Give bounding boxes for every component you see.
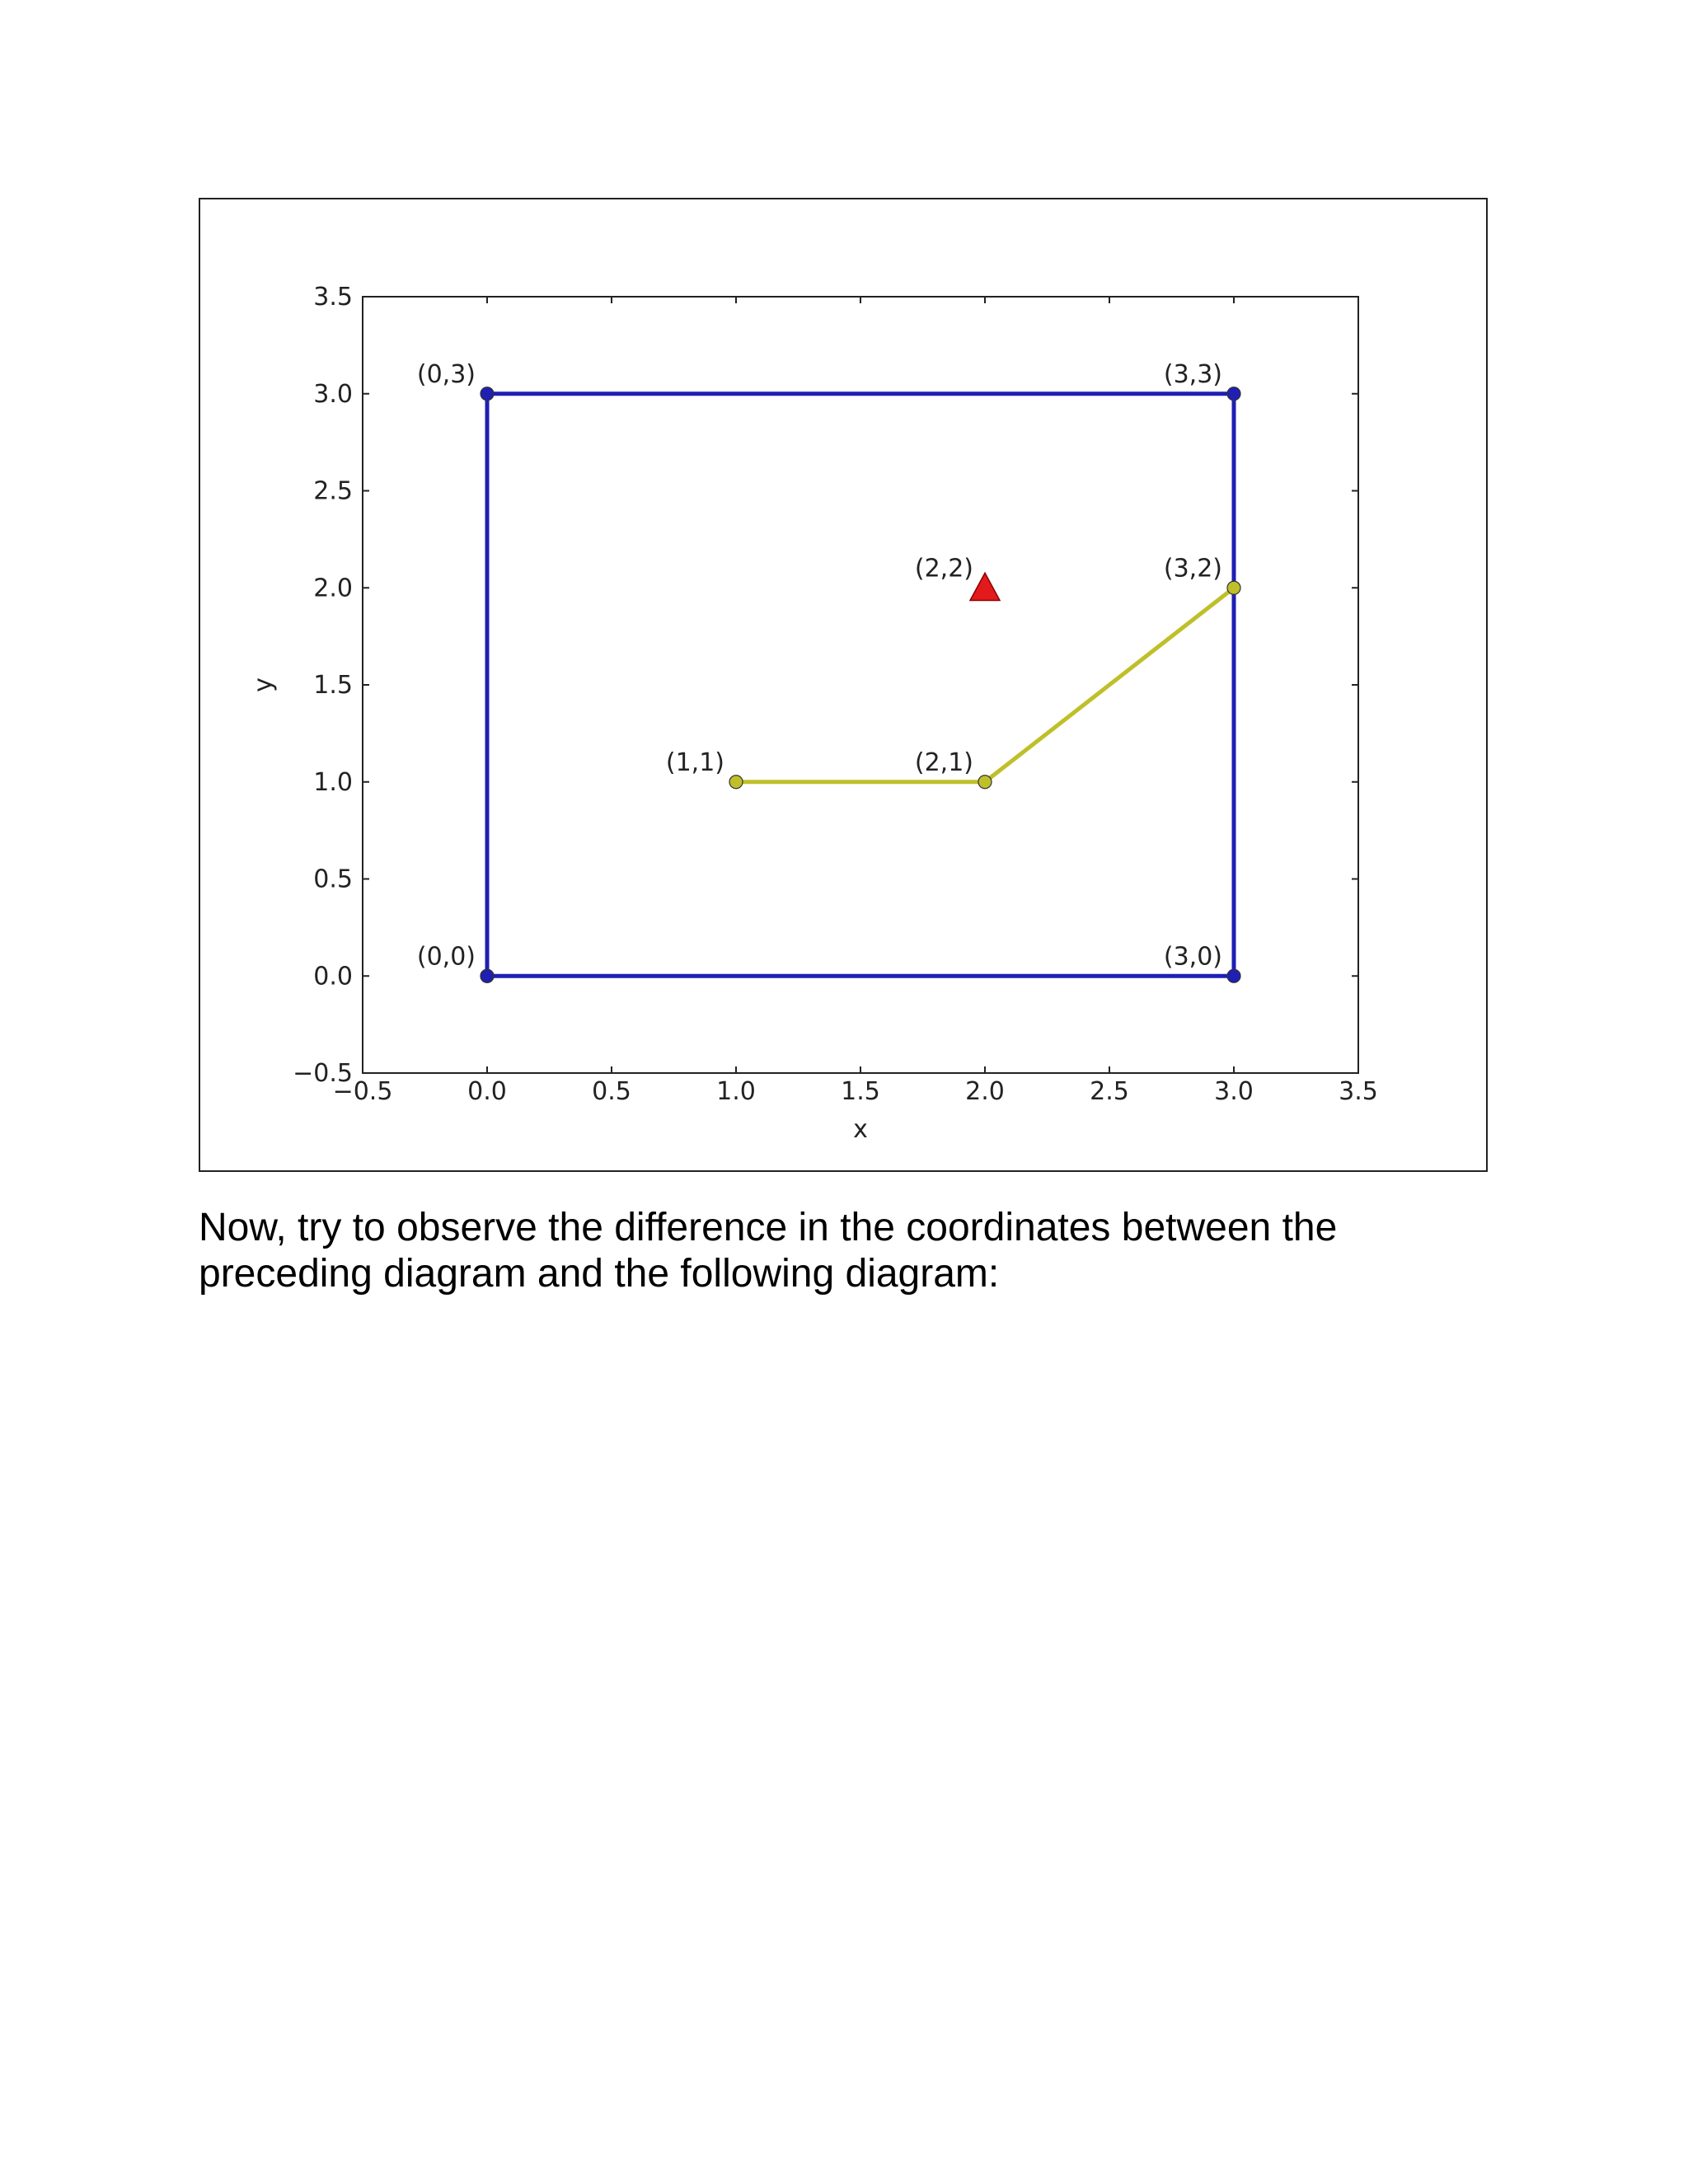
point-annotation: (3,2) [1163, 554, 1222, 583]
y-tick-label: 0.0 [313, 962, 353, 991]
y-tick-label: 3.5 [313, 283, 353, 312]
marker-square [481, 969, 494, 982]
y-tick-label: 2.5 [313, 476, 353, 506]
x-tick-label: −0.5 [332, 1077, 393, 1106]
marker-square [1227, 969, 1240, 982]
y-tick-label: 1.5 [313, 671, 353, 700]
y-tick-label: 0.5 [313, 865, 353, 894]
marker-path [1227, 581, 1240, 594]
x-tick-label: 0.5 [592, 1077, 631, 1106]
y-axis-label: y [249, 677, 278, 692]
x-tick-label: 3.5 [1339, 1077, 1378, 1106]
y-tick-label: 2.0 [313, 574, 353, 603]
y-tick-label: −0.5 [293, 1059, 353, 1088]
x-tick-label: 1.5 [841, 1077, 880, 1106]
x-tick-label: 1.0 [716, 1077, 756, 1106]
marker-square [481, 387, 494, 401]
x-axis-label: x [853, 1115, 868, 1144]
body-paragraph [199, 1205, 1488, 1297]
marker-path [729, 776, 743, 789]
point-annotation: (3,3) [1163, 359, 1222, 389]
marker-path [978, 776, 992, 789]
chart [200, 199, 1486, 1170]
x-tick-label: 2.0 [965, 1077, 1005, 1106]
caption-line-1: Now, try to observe the difference in the coordinates between the [199, 1206, 1338, 1249]
point-annotation: (0,0) [416, 942, 476, 972]
point-annotation: (1,1) [665, 748, 724, 777]
figure-frame [199, 198, 1488, 1172]
y-tick-label: 1.0 [313, 767, 353, 797]
point-annotation: (2,2) [914, 554, 973, 583]
point-annotation: (2,1) [914, 748, 973, 777]
x-tick-label: 3.0 [1214, 1077, 1254, 1106]
point-annotation: (3,0) [1163, 942, 1222, 972]
x-tick-label: 2.5 [1090, 1077, 1129, 1106]
y-tick-label: 3.0 [313, 379, 353, 409]
x-tick-label: 0.0 [467, 1077, 507, 1106]
point-annotation: (0,3) [416, 359, 476, 389]
marker-square [1227, 387, 1240, 401]
caption-line-2: preceding diagram and the following diagram: [199, 1252, 1000, 1296]
